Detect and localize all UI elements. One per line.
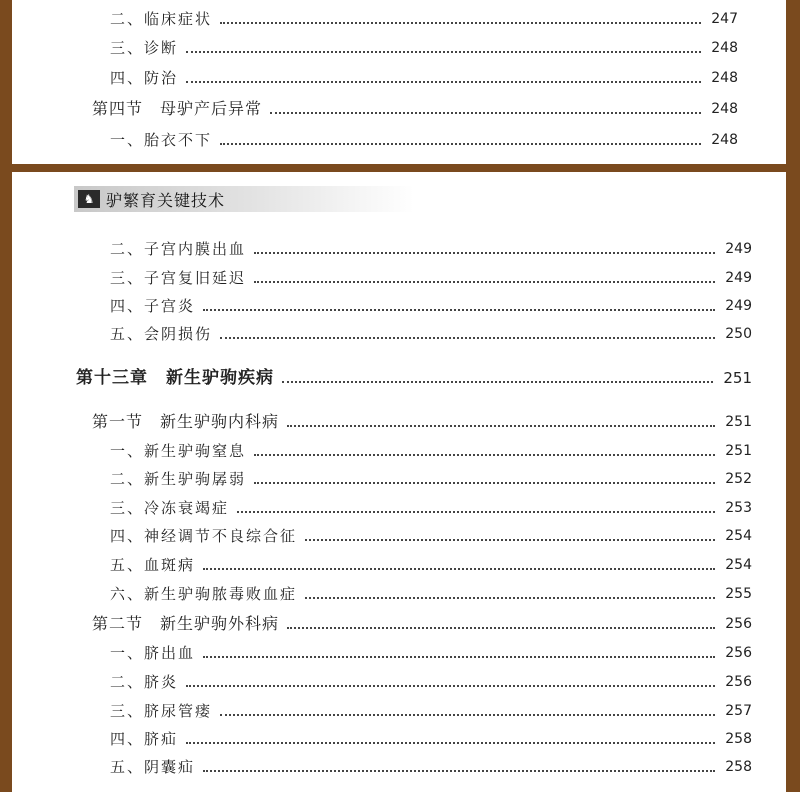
toc-entry: [110, 499, 752, 517]
toc-entry-page: 247: [711, 11, 738, 27]
dot-leader: [220, 337, 715, 339]
toc-entry: [110, 297, 752, 315]
toc-entry-label: 三、脐尿管瘘: [110, 702, 213, 720]
dot-leader: [287, 627, 715, 629]
dot-leader: [186, 685, 715, 687]
dot-leader: [186, 81, 701, 83]
dot-leader: [237, 511, 715, 513]
toc-entry-label: 第二节 新生驴驹外科病: [92, 614, 280, 633]
toc-entry-page: 258: [725, 759, 752, 775]
toc-entry-page: 251: [725, 414, 752, 430]
toc-entry-page: 258: [725, 731, 752, 747]
toc-entry-page: 248: [711, 132, 738, 148]
toc-entry-label: 四、子宫炎: [110, 297, 196, 315]
toc-entry-label: 一、新生驴驹窒息: [110, 442, 247, 460]
toc-entry-page: 249: [725, 298, 752, 314]
toc-entry-label: 四、脐疝: [110, 730, 179, 748]
toc-entry: [110, 269, 752, 287]
dot-leader: [287, 425, 715, 427]
toc-entry: [110, 556, 752, 574]
toc-entry-label: 三、子宫复旧延迟: [110, 269, 247, 287]
dot-leader: [203, 309, 715, 311]
toc-entry-label: 二、新生驴驹孱弱: [110, 470, 247, 488]
running-header: [74, 186, 414, 212]
toc-entry-page: 248: [711, 40, 738, 56]
toc-section-entry: [92, 615, 752, 633]
toc-entry-label: 五、阴囊疝: [110, 758, 196, 776]
dot-leader: [254, 252, 715, 254]
toc-entry-page: 249: [725, 270, 752, 286]
dot-leader: [254, 482, 715, 484]
toc-entry: [110, 470, 752, 488]
toc-entry-page: 256: [725, 616, 752, 632]
toc-entry-page: 248: [711, 101, 738, 117]
toc-entry-page: 248: [711, 70, 738, 86]
dot-leader: [282, 381, 713, 383]
toc-entry: [110, 673, 752, 691]
toc-page-top: [12, 0, 786, 164]
dot-leader: [203, 568, 715, 570]
toc-entry-label: 五、血斑病: [110, 556, 196, 574]
toc-entry-page: 254: [725, 557, 752, 573]
toc-entry-label: 一、胎衣不下: [110, 131, 213, 149]
toc-entry-label: 二、临床症状: [110, 10, 213, 28]
toc-entry-label: 五、会阴损伤: [110, 325, 213, 343]
toc-entry-label: 四、防治: [110, 69, 179, 87]
toc-entry: [110, 730, 752, 748]
running-header-title: 驴繁育关键技术: [106, 190, 226, 210]
toc-entry: [110, 131, 738, 149]
toc-entry-page: 257: [725, 703, 752, 719]
dot-leader: [305, 539, 715, 541]
toc-entry-page: 256: [725, 674, 752, 690]
toc-entry-page: 251: [723, 369, 752, 387]
toc-page-bottom: [12, 172, 786, 792]
toc-entry: [110, 585, 752, 603]
toc-entry-page: 250: [725, 326, 752, 342]
toc-entry-page: 253: [725, 500, 752, 516]
toc-entry-label: 一、脐出血: [110, 644, 196, 662]
toc-entry-label: 第十三章 新生驴驹疾病: [76, 368, 274, 388]
toc-entry-page: 252: [725, 471, 752, 487]
toc-entry-label: 二、脐炎: [110, 673, 179, 691]
dot-leader: [220, 22, 701, 24]
page-gap: [0, 164, 800, 172]
toc-entry-page: 254: [725, 528, 752, 544]
dot-leader: [305, 597, 715, 599]
toc-entry: [110, 39, 738, 57]
toc-entry: [110, 10, 738, 28]
dot-leader: [203, 656, 715, 658]
toc-entry-label: 二、子宫内膜出血: [110, 240, 247, 258]
toc-entry-label: 三、诊断: [110, 39, 179, 57]
toc-entry-page: 255: [725, 586, 752, 602]
toc-entry: [110, 240, 752, 258]
toc-entry: [110, 644, 752, 662]
toc-entry: [110, 325, 752, 343]
toc-section-entry: [92, 413, 752, 431]
toc-entry-label: 第四节 母驴产后异常: [92, 99, 263, 118]
toc-entry-page: 251: [725, 443, 752, 459]
dot-leader: [220, 143, 701, 145]
dot-leader: [270, 112, 701, 114]
toc-section-entry: [92, 100, 738, 118]
dot-leader: [254, 454, 715, 456]
dot-leader: [186, 51, 701, 53]
toc-entry-label: 六、新生驴驹脓毒败血症: [110, 585, 298, 603]
toc-entry: [110, 702, 752, 720]
toc-entry-label: 第一节 新生驴驹内科病: [92, 412, 280, 431]
donkey-icon: ♞: [78, 190, 100, 208]
toc-entry-page: 256: [725, 645, 752, 661]
dot-leader: [254, 281, 715, 283]
toc-entry-label: 四、神经调节不良综合征: [110, 527, 298, 545]
toc-entry: [110, 527, 752, 545]
dot-leader: [203, 770, 715, 772]
toc-entry-page: 249: [725, 241, 752, 257]
toc-entry-label: 三、冷冻衰竭症: [110, 499, 230, 517]
dot-leader: [186, 742, 715, 744]
toc-entry: [110, 442, 752, 460]
toc-chapter-entry: [76, 369, 752, 387]
dot-leader: [220, 714, 715, 716]
toc-entry: [110, 69, 738, 87]
toc-entry: [110, 758, 752, 776]
